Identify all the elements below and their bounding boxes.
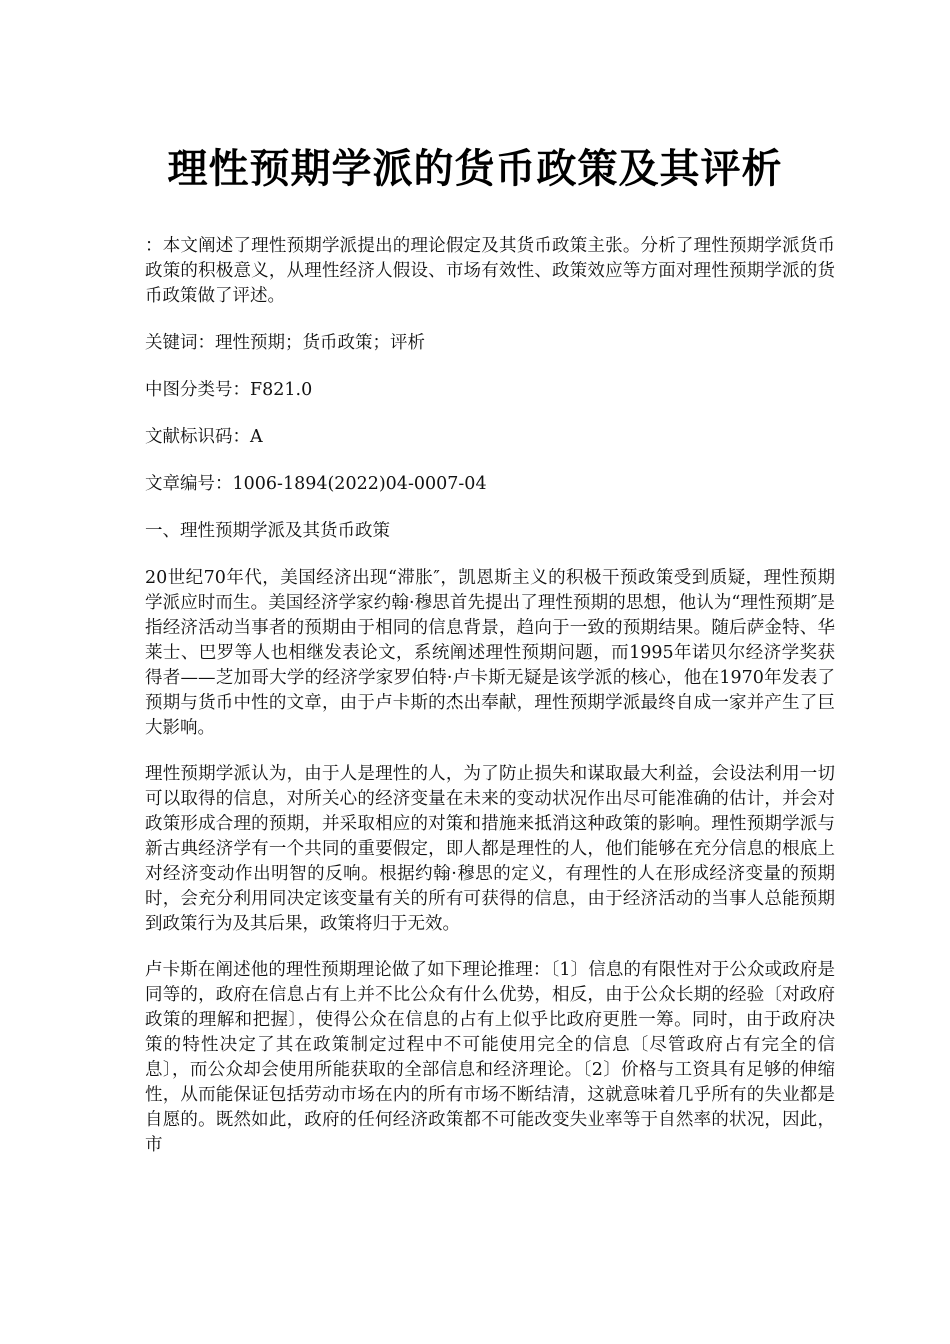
paragraph-3: 卢卡斯在阐述他的理性预期理论做了如下理论推理：〔1〕信息的有限性对于公众或政府是同等的，政府在信息占有上并不比公众有什么优势，相反，由于公众长期的经验〔对政府政策的理解和把握〕，使得公众在信息的占有上似乎比政府更胜一筹。同时，由于政府决策的特性决定了其在政策制定过程中不可能使用完全的信息〔尽管政府占有完全的信息〕，而公众却会使用所能获取的全部信息和经济理论。〔2〕价格与工资具有足够的伸缩性，从而能保证包括劳动市场在内的所有市场不断结清，这就意味着几乎所有的失业都是自愿的。既然如此，政府的任何经济政策都不可能改变失业率等于自然率的状况，因此，市 (145, 960, 835, 1155)
article-number: 文章编号：1006-1894(2022)04-0007-04 (145, 474, 487, 494)
document-code: 文献标识码：A (145, 427, 263, 447)
section-heading: 一、理性预期学派及其货币政策 (145, 521, 390, 541)
classification-number: 中图分类号：F821.0 (145, 380, 313, 400)
paragraph-1: 20世纪70年代，美国经济出现“滞胀″，凯恩斯主义的积极干预政策受到质疑，理性预期学派应时而生。美国经济学家约翰·穆思首先提出了理性预期的思想，他认为“理性预期″是指经济活动当事者的预期由于相同的信息背景，趋向于一致的预期结果。随后萨金特、华莱士、巴罗等人也相继发表论文，系统阐述理性预期问题，而1995年诺贝尔经济学奖获得者——芝加哥大学的经济学家罗伯特·卢卡斯无疑是该学派的核心，他在1970年发表了预期与货币中性的文章，由于卢卡斯的杰出奉献，理性预期学派最终自成一家并产生了巨大影响。 (145, 568, 835, 738)
keywords: 关键词：理性预期；货币政策；评析 (145, 333, 425, 353)
paragraph-2: 理性预期学派认为，由于人是理性的人，为了防止损失和谋取最大利益，会设法利用一切可以取得的信息，对所关心的经济变量在未来的变动状况作出尽可能准确的估计，并会对政策形成合理的预期，并采取相应的对策和措施来抵消这种政策的影响。理性预期学派与新古典经济学有一个共同的重要假定，即人都是理性的人，他们能够在充分信息的根底上对经济变动作出明智的反响。根据约翰·穆思的定义，有理性的人在形成经济变量的预期时，会充分利用同决定该变量有关的所有可获得的信息，由于经济活动的当事人总能预期到政策行为及其后果，政策将归于无效。 (145, 764, 835, 934)
document-title: 理性预期学派的货币政策及其评析 (167, 144, 783, 192)
abstract: ：本文阐述了理性预期学派提出的理论假定及其货币政策主张。分析了理性预期学派货币政策的积极意义，从理性经济人假设、市场有效性、政策效应等方面对理性预期学派的货币政策做了评述。 (145, 236, 835, 306)
document-body (145, 234, 835, 1158)
